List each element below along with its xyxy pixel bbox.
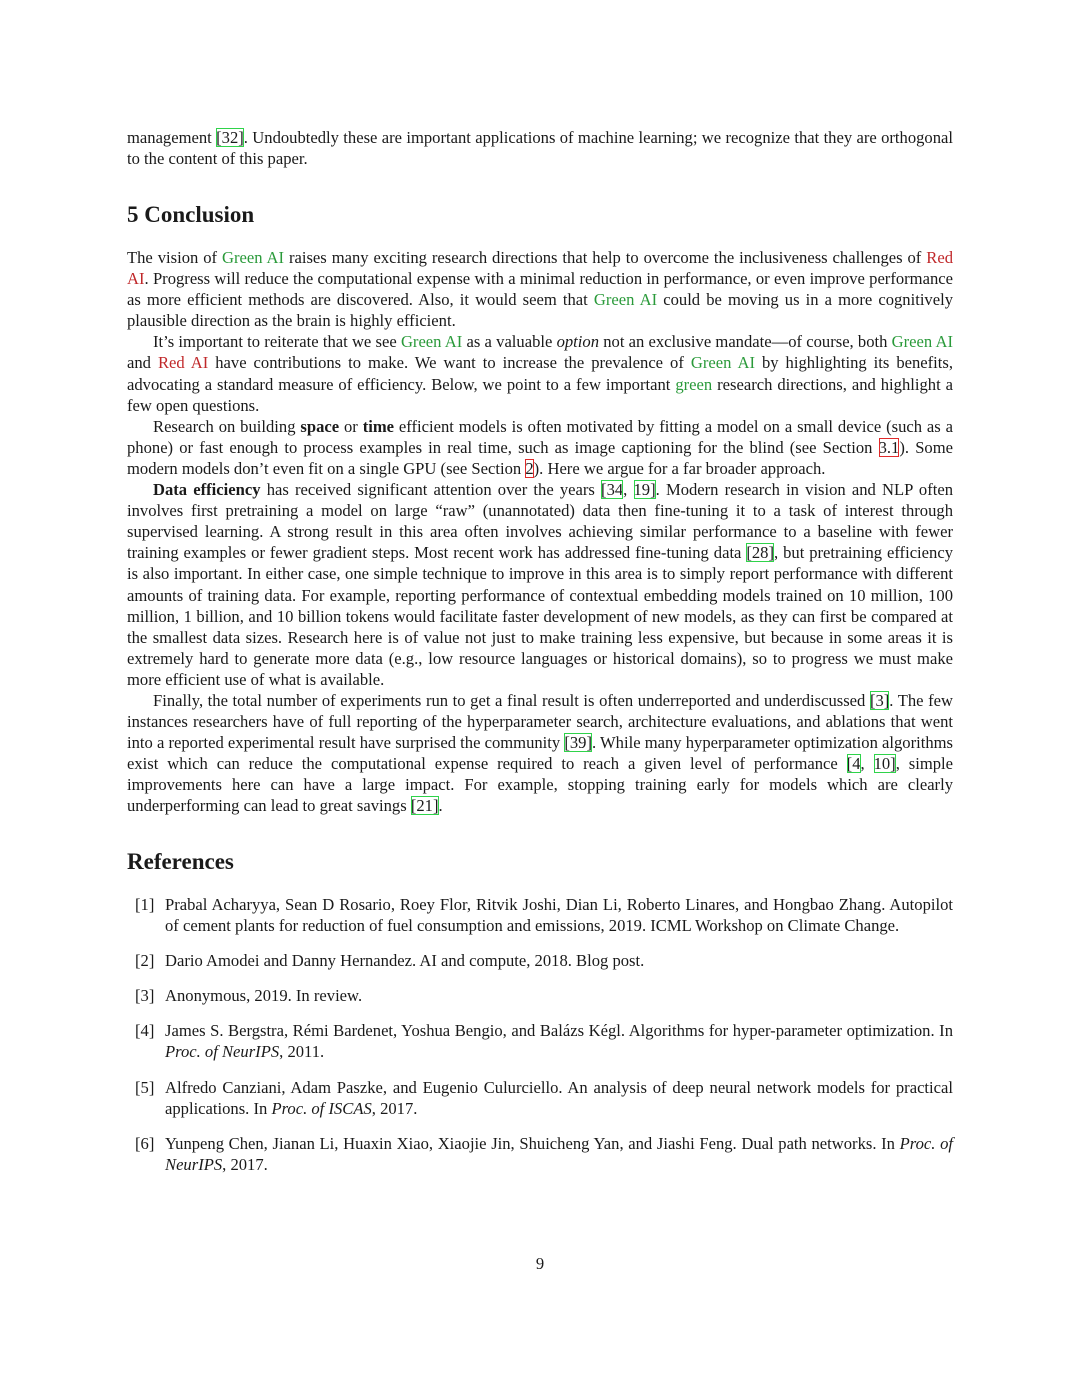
paragraph xyxy=(127,331,953,415)
text-run: Prabal Acharyya, Sean D Rosario, Roey Flor, Ritvik Joshi, Dian Li, Roberto Linares, and Hongbao Zhang. Autopilot of cement plants for reduction of fuel consumption and emissions, 2019. ICML Workshop on Climate Change. xyxy=(165,895,953,936)
text-run: could be moving us in a more cognitively plausible direction as the brain is highly efficient. xyxy=(127,290,954,331)
references-list xyxy=(127,894,953,1189)
text-run: raises many exciting research directions that help to overcome the inclusiveness challenges of xyxy=(284,248,927,267)
text-run: have contributions to make. We want to increase the prevalence of xyxy=(208,353,691,373)
text-run: Data efficiency xyxy=(153,480,261,500)
paragraph xyxy=(127,247,953,331)
reference-label: [1] xyxy=(135,895,155,914)
text-run: James S. Bergstra, Rémi Bardenet, Yoshua Bengio, and Balázs Kégl. Algorithms for hyper-parameter optimization. In xyxy=(165,1021,953,1041)
reference-item xyxy=(127,1133,953,1175)
text-run: and xyxy=(127,353,158,373)
reference-label: [4] xyxy=(135,1021,155,1041)
paragraph xyxy=(127,479,953,690)
citation-link[interactable]: 2 xyxy=(525,458,534,478)
text-run: space xyxy=(300,416,340,436)
text-run: or xyxy=(339,416,363,436)
reference-text xyxy=(165,1020,953,1062)
highlighted-term: Red AI xyxy=(127,248,953,289)
reference-label: [3] xyxy=(135,986,155,1006)
text-run: . Progress will reduce the computational expense with a minimal reduction in performance, or even improve performance as more efficient methods are discovered. Also, it would seem that xyxy=(127,269,953,310)
text-run: Yunpeng Chen, Jianan Li, Huaxin Xiao, Xiaojie Jin, Shuicheng Yan, and Jiashi Feng. Dual path networks. In xyxy=(165,1133,900,1153)
reference-item xyxy=(127,1020,953,1062)
text-run: has received significant attention over the years xyxy=(260,480,602,500)
citation-link[interactable]: [4 xyxy=(846,754,861,774)
text-run: by highlighting its benefits, advocating a standard measure of efficiency. Below, we point to a few important xyxy=(127,353,954,394)
text-run: not an exclusive mandate—of course, both xyxy=(599,332,892,352)
text-run: as a valuable xyxy=(462,332,557,352)
text-run: . While many hyperparameter optimization algorithms exist which can reduce the computational expense required to reach a given level of performance xyxy=(127,733,954,774)
text-run: ). Some modern models don’t even fit on a single GPU (see Section xyxy=(127,437,953,478)
text-run: research directions, and highlight a few open questions. xyxy=(127,374,953,415)
highlighted-term: Green AI xyxy=(891,332,954,352)
text-run: , but pretraining efficiency is also important. In either case, one simple technique to improve in this area is to simply report performance with different amounts of training data. For example, reporting performance of contextual embedding models trained on 10 million, 100 million, 1 billion, and 10 billion tokens would facilitate faster development of new models, as they can first be compared at the smallest data sizes. Research here is of value not just to make training less expensive, but because in some areas it is extremely hard to generate more data (e.g., low resource languages or historical domains), so to progress we must make more efficient use of what is available. xyxy=(127,543,953,689)
text-run: . Undoubtedly these are important applications of machine learning; we recognize that they are orthogonal to the content of this paper. xyxy=(127,128,953,169)
page-number: 9 xyxy=(535,1254,545,1273)
paragraph xyxy=(127,690,953,817)
citation-link[interactable]: [3] xyxy=(869,690,890,710)
reference-label: [5] xyxy=(135,1077,155,1097)
paragraph xyxy=(127,416,953,479)
highlighted-term: Green AI xyxy=(400,332,463,352)
top-paragraph xyxy=(127,127,953,169)
highlighted-term: Green AI xyxy=(593,290,658,310)
text-run: Anonymous, 2019. In review. xyxy=(165,986,363,1006)
text-run: option xyxy=(556,332,599,352)
citation-link[interactable]: [34 xyxy=(601,480,624,500)
text-run: It’s important to reiterate that we see xyxy=(153,332,401,352)
reference-text xyxy=(165,985,953,1006)
reference-text xyxy=(165,1133,953,1175)
reference-text xyxy=(165,894,953,936)
text-run: Proc. of NeurIPS xyxy=(165,1133,953,1174)
highlighted-term: Green AI xyxy=(690,353,755,373)
text-run: management xyxy=(127,128,217,147)
reference-item xyxy=(127,1077,953,1119)
citation-link[interactable]: [28] xyxy=(746,543,775,563)
citation-link[interactable]: [21] xyxy=(410,796,439,816)
section-heading: 5 Conclusion xyxy=(127,202,255,227)
text-run: , 2017. xyxy=(222,1154,268,1174)
text-run: . The few instances researchers have of full reporting of the hyperparameter search, architecture evaluations, and ablations that went into a reported experimental result have surprised the community xyxy=(127,690,953,753)
text-run: efficient models is often motivated by fitting a model on a small device (such as a phone) or fast enough to process examples in real time, such as image captioning for the blind (see Section xyxy=(127,416,954,457)
text-run: The vision of xyxy=(127,248,222,267)
text-run: Dario Amodei and Danny Hernandez. AI and compute, 2018. Blog post. xyxy=(165,951,645,971)
references-heading: References xyxy=(127,849,234,874)
text-run: time xyxy=(362,416,395,436)
text-run: Proc. of NeurIPS xyxy=(165,1042,280,1062)
reference-text xyxy=(165,950,953,971)
reference-label: [2] xyxy=(135,951,155,971)
text-run: ). Here we argue for a far broader approach. xyxy=(533,458,826,478)
text-run: . Modern research in vision and NLP often involves first pretraining a model on large “raw” (unannotated) data then fine-tuning it to a task of interest through supervised learning. A strong result in this area often involves achieving similar performance to a baseline with fewer training examples or fewer gradient steps. Most recent work has addressed fine-tuning data xyxy=(127,480,953,563)
reference-label: [6] xyxy=(135,1133,155,1153)
text-run: . xyxy=(438,796,443,816)
text-run: Proc. of ISCAS xyxy=(271,1098,372,1118)
highlighted-term: Green AI xyxy=(221,248,285,267)
reference-item xyxy=(127,985,953,1006)
reference-item xyxy=(127,950,953,971)
citation-link[interactable]: [32] xyxy=(216,128,244,147)
paragraph xyxy=(127,127,953,169)
text-run: Alfredo Canziani, Adam Paszke, and Eugenio Culurciello. An analysis of deep neural network models for practical applications. In xyxy=(165,1077,953,1118)
conclusion-body xyxy=(127,247,953,817)
text-run: , xyxy=(623,480,634,500)
citation-link[interactable]: 3.1 xyxy=(878,437,900,457)
citation-link[interactable]: 10] xyxy=(873,754,896,774)
highlighted-term: Red AI xyxy=(157,353,209,373)
text-run: , 2017. xyxy=(371,1098,418,1118)
text-run: Finally, the total number of experiments run to get a final result is often underreported and underdiscussed xyxy=(153,690,870,710)
reference-item xyxy=(127,894,953,936)
citation-link[interactable]: [39] xyxy=(564,733,593,753)
text-run: Research on building xyxy=(153,416,301,436)
text-run: , simple improvements here can have a large impact. For example, stopping training early for models which are clearly underperforming can lead to great savings xyxy=(127,754,953,816)
reference-text xyxy=(165,1077,953,1119)
highlighted-term: green xyxy=(675,374,713,394)
citation-link[interactable]: 19] xyxy=(633,480,656,500)
text-run: , xyxy=(860,754,874,774)
text-run: , 2011. xyxy=(279,1042,325,1062)
